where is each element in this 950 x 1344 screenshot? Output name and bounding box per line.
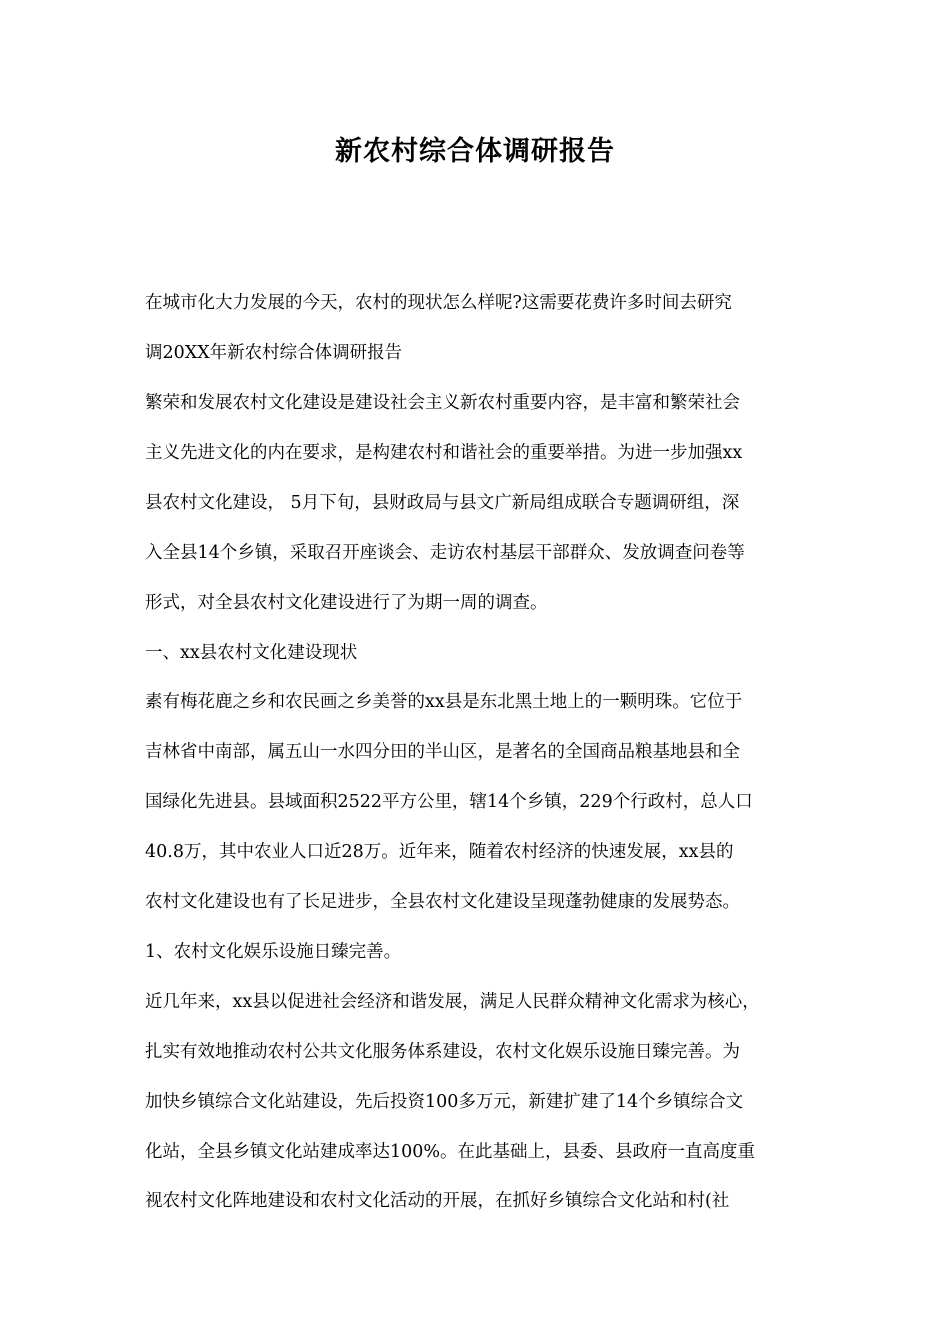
paragraph-line: 入全县14个乡镇，采取召开座谈会、走访农村基层干部群众、发放调查问卷等 — [145, 543, 745, 563]
paragraph-line: 化站，全县乡镇文化站建成率达100%。在此基础上，县委、县政府一直高度重 — [145, 1142, 756, 1162]
paragraph-line: 在城市化大力发展的今天，农村的现状怎么样呢?这需要花费许多时间去研究 — [145, 293, 732, 313]
paragraph-line: 扎实有效地推动农村公共文化服务体系建设，农村文化娱乐设施日臻完善。为 — [145, 1042, 740, 1062]
paragraph-line: 素有梅花鹿之乡和农民画之乡美誉的xx县是东北黑土地上的一颗明珠。它位于 — [145, 692, 743, 712]
paragraph-line: 主义先进文化的内在要求，是构建农村和谐社会的重要举措。为进一步加强xx — [145, 443, 743, 463]
paragraph-line: 县农村文化建设， 5月下旬，县财政局与县文广新局组成联合专题调研组，深 — [145, 493, 740, 513]
paragraph-line: 农村文化建设也有了长足进步，全县农村文化建设呈现蓬勃健康的发展势态。 — [145, 892, 740, 912]
subsection-heading: 1、农村文化娱乐设施日臻完善。 — [145, 942, 402, 962]
document-title: 新农村综合体调研报告 — [335, 136, 615, 167]
paragraph-line: 繁荣和发展农村文化建设是建设社会主义新农村重要内容，是丰富和繁荣社会 — [145, 393, 740, 413]
paragraph-line: 加快乡镇综合文化站建设，先后投资100多万元，新建扩建了14个乡镇综合文 — [145, 1092, 744, 1112]
section-heading: 一、xx县农村文化建设现状 — [145, 643, 358, 663]
paragraph-line: 40.8万，其中农业人口近28万。近年来，随着农村经济的快速发展，xx县的 — [145, 842, 734, 862]
paragraph-line: 国绿化先进县。县域面积2522平方公里，辖14个乡镇，229个行政村，总人口 — [145, 792, 753, 812]
paragraph-line: 近几年来，xx县以促进社会经济和谐发展，满足人民群众精神文化需求为核心， — [145, 992, 760, 1012]
paragraph-line: 调20XX年新农村综合体调研报告 — [145, 343, 403, 363]
paragraph-line: 吉林省中南部，属五山一水四分田的半山区，是著名的全国商品粮基地县和全 — [145, 742, 740, 762]
paragraph-line: 视农村文化阵地建设和农村文化活动的开展，在抓好乡镇综合文化站和村(社 — [145, 1191, 730, 1211]
paragraph-line: 形式，对全县农村文化建设进行了为期一周的调查。 — [145, 593, 548, 613]
